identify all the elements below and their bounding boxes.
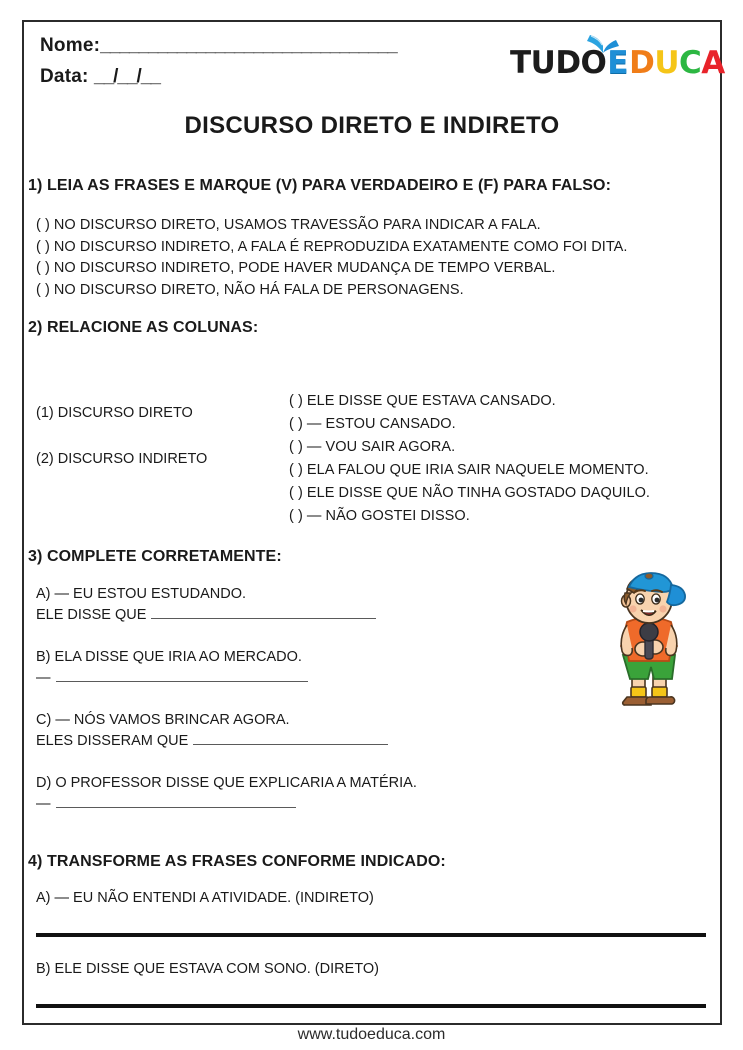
logo-text-d: D [629,45,655,81]
list-item[interactable]: ( ) ELA FALOU QUE IRIA SAIR NAQUELE MOMENTO. [289,462,649,478]
worksheet-page [22,20,725,1025]
question-2-left-column [36,390,207,482]
question-1-statements [36,215,627,301]
list-item[interactable]: ( ) — NÃO GOSTEI DISSO. [289,508,470,524]
list-item: (1) DISCURSO DIRETO [36,405,193,421]
question-1-heading: 1) LEIA AS FRASES E MARQUE (V) PARA VERDADEIRO E (F) PARA FALSO: [28,177,612,194]
answer-blank-line[interactable] [56,668,308,682]
boy-with-microphone-illustration [587,567,712,717]
footer-url: www.tudoeduca.com [297,1026,446,1043]
answer-prefix: ELE DISSE QUE [36,607,147,623]
item-answer-row [36,731,417,752]
question-3-item-a [36,584,417,626]
logo-text-e: E [607,45,629,81]
logo-text-a: A [701,45,725,81]
name-label: Nome: [40,35,101,56]
answer-blank-line[interactable] [193,731,388,745]
list-item[interactable]: ( ) NO DISCURSO DIRETO, NÃO HÁ FALA DE PERSONAGENS. [36,281,464,298]
item-statement: C) — NÓS VAMOS BRINCAR AGORA. [36,712,290,728]
answer-prefix: — [36,796,51,812]
student-header [24,22,725,97]
question-3-item-d [36,773,417,815]
list-item[interactable]: ( ) NO DISCURSO INDIRETO, PODE HAVER MUDANÇA DE TEMPO VERBAL. [36,260,556,276]
answer-blank-line[interactable] [56,794,296,808]
date-field-row [40,66,160,88]
question-2-heading: 2) RELACIONE AS COLUNAS: [28,319,259,336]
list-item[interactable]: ( ) — ESTOU CANSADO. [289,416,456,432]
tudoeduca-logo [510,34,725,86]
item-answer-row [36,794,417,815]
answer-blank-line[interactable] [36,1004,706,1008]
answer-blank-line[interactable] [36,933,706,937]
list-item[interactable]: ( ) NO DISCURSO DIRETO, USAMOS TRAVESSÃO PARA INDICAR A FALA. [36,217,541,233]
item-statement: B) ELA DISSE QUE IRIA AO MERCADO. [36,649,302,665]
date-label: Data: [40,66,89,87]
name-field-row [40,35,397,57]
answer-prefix: ELES DISSERAM QUE [36,733,189,749]
answer-prefix: — [36,670,51,686]
logo-text-c: C [679,45,702,81]
question-4-items [36,888,712,1030]
item-statement: A) — EU ESTOU ESTUDANDO. [36,586,247,602]
item-statement: A) — EU NÃO ENTENDI A ATIVIDADE. (INDIRETO) [36,890,374,906]
item-statement: B) ELE DISSE QUE ESTAVA COM SONO. (DIRETO) [36,961,379,977]
logo-text-tudo: TUDO [510,45,607,81]
list-item[interactable]: ( ) NO DISCURSO INDIRETO, A FALA É REPRODUZIDA EXATAMENTE COMO FOI DITA. [36,238,628,255]
list-item: (2) DISCURSO INDIRETO [36,451,208,467]
item-answer-row [36,605,417,626]
question-4-heading: 4) TRANSFORME AS FRASES CONFORME INDICADO: [28,853,446,870]
logo-wordmark [510,45,725,81]
list-item[interactable]: ( ) — VOU SAIR AGORA. [289,439,456,455]
list-item[interactable]: ( ) ELE DISSE QUE NÃO TINHA GOSTADO DAQUILO. [289,485,651,501]
logo-text-u: U [654,45,680,81]
page-title: DISCURSO DIRETO E INDIRETO [184,112,560,139]
question-3-item-b [36,647,417,689]
item-answer-row [36,668,417,689]
question-3-item-c [36,710,417,752]
list-item[interactable]: ( ) ELE DISSE QUE ESTAVA CANSADO. [289,393,556,409]
name-input-line[interactable]: _______________________________ [100,35,397,56]
question-3-items [36,584,417,836]
item-statement: D) O PROFESSOR DISSE QUE EXPLICARIA A MATÉRIA. [36,775,417,791]
question-4-item-a [36,888,712,937]
question-3-heading: 3) COMPLETE CORRETAMENTE: [28,548,282,565]
answer-blank-line[interactable] [151,605,376,619]
question-2-right-column [289,390,650,528]
date-input-line[interactable]: __/__/__ [94,66,160,87]
question-4-item-b [36,959,712,1008]
